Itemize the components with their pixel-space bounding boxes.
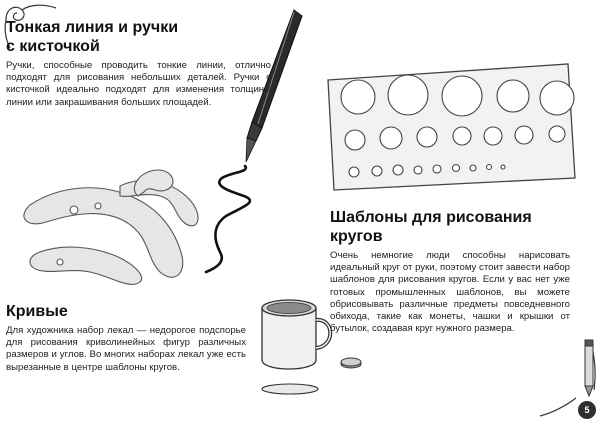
pencil-icon [585, 340, 593, 396]
pens-body: Ручки, способные проводить тонкие линии, отлично подходят для рисования небольших деталей. Ручки с кисточкой идеально подходят для изменения толщины линии или закрашивания больших площадей. [6, 60, 271, 108]
mug-icon [262, 300, 330, 369]
coin-icon [341, 358, 361, 368]
lid-icon [262, 384, 318, 394]
section-circles [330, 208, 570, 335]
pens-title-line2: с кисточкой [6, 38, 100, 55]
curves-title: Кривые [6, 303, 68, 320]
brush-stroke [206, 166, 250, 272]
page-number: 5 [578, 401, 596, 419]
pens-title-line1: Тонкая линия и ручки [6, 19, 179, 36]
french-curves-icon [24, 170, 198, 284]
circles-title: Шаблоны для рисования кругов [330, 209, 532, 245]
section-curves [6, 302, 246, 374]
circles-body: Очень немногие люди способны нарисовать идеальный круг от руки, поэтому стоит завести набор шаблонов для рисования кругов. Если у вас нет уже готовых промышленных шаблонов, вы можете обрисовывать различные предметы повседневного обихода, такие как монеты, чашки и крышки от бутылок, создавая круг нужного размера. [330, 250, 570, 335]
section-pens [6, 18, 271, 109]
pens-title [6, 18, 271, 56]
circle-template-icon [328, 64, 575, 190]
curves-body: Для художника набор лекал — недорогое подспорье для рисования криволинейных фигур различных размеров и углов. Во многих наборах лекал уже есть вырезанные в центре шаблоны кругов. [6, 325, 246, 373]
